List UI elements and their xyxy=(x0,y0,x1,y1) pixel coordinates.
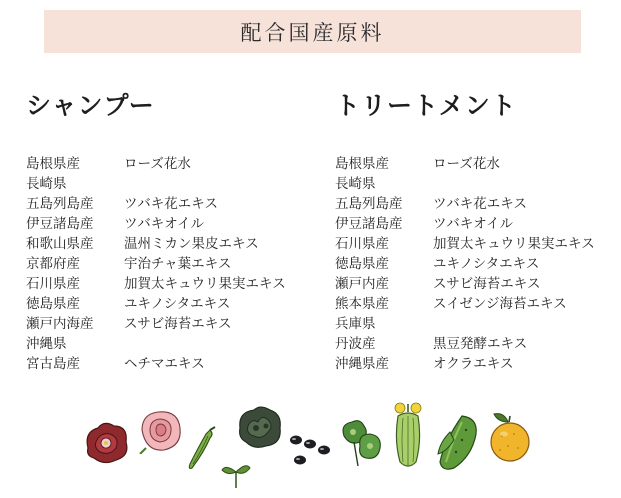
ingredient-row xyxy=(335,254,621,274)
black-beans-icon xyxy=(286,430,332,470)
ingredient-label: ユキノシタエキス xyxy=(124,296,231,312)
title-banner xyxy=(44,10,581,53)
ingredient-row xyxy=(26,194,316,214)
banner-title: 配合国産原料 xyxy=(240,20,385,45)
ingredient-label: スサビ海苔エキス xyxy=(124,316,232,332)
region-label: 瀬戸内海産 xyxy=(26,316,94,332)
region-label: 島根県産 xyxy=(26,156,80,172)
region-label: 伊豆諸島産 xyxy=(335,216,403,232)
seaweed-icon xyxy=(236,404,284,450)
yuzu-citrus-icon xyxy=(484,410,534,464)
ingredient-row xyxy=(335,234,621,254)
loofah-icon xyxy=(386,400,430,470)
region-label: 京都府産 xyxy=(26,256,80,272)
ingredient-row xyxy=(26,354,316,374)
ingredient-label xyxy=(124,174,316,194)
region-label: 五島列島産 xyxy=(335,196,403,212)
ingredient-row xyxy=(26,314,316,334)
ingredient-row xyxy=(26,154,316,174)
region-label: 瀬戸内産 xyxy=(335,276,389,292)
treatment-ingredient-list xyxy=(335,154,621,374)
region-label: 和歌山県産 xyxy=(26,236,94,252)
region-label: 丹波産 xyxy=(335,336,376,352)
shampoo-title: シャンプー xyxy=(26,91,155,120)
sprout-icon xyxy=(220,458,252,490)
ingredient-row xyxy=(335,334,621,354)
ingredient-row xyxy=(26,294,316,314)
ingredient-row xyxy=(26,254,316,274)
ingredient-label: 黒豆発酵エキス xyxy=(433,336,528,352)
ingredient-label xyxy=(433,314,621,334)
ingredient-row xyxy=(335,314,621,334)
region-label: 熊本県産 xyxy=(335,296,389,312)
region-label: 島根県産 xyxy=(335,156,389,172)
ingredient-row xyxy=(26,334,316,354)
ingredient-label: スサビ海苔エキス xyxy=(433,276,541,292)
ingredient-label: ツバキオイル xyxy=(124,216,205,232)
ingredient-label: 宇治チャ葉エキス xyxy=(124,256,232,272)
region-label: 五島列島産 xyxy=(26,196,94,212)
ingredient-row xyxy=(335,354,621,374)
camellia-flower-icon xyxy=(82,418,132,466)
region-label: 兵庫県 xyxy=(335,316,376,332)
region-label: 長崎県 xyxy=(335,176,376,192)
ingredient-label: 温州ミカン果皮エキス xyxy=(124,236,259,252)
ingredient-label xyxy=(124,334,316,354)
region-label: 沖縄県産 xyxy=(335,356,389,372)
botanical-illustrations xyxy=(80,400,550,492)
ingredient-label: ユキノシタエキス xyxy=(433,256,540,272)
shampoo-section xyxy=(26,88,286,372)
ingredient-row xyxy=(26,174,316,194)
ingredient-row xyxy=(335,294,621,314)
region-label: 沖縄県 xyxy=(26,336,67,352)
ingredient-label: ヘチマエキス xyxy=(124,356,205,372)
region-label: 徳島県産 xyxy=(26,296,80,312)
ingredient-label: 加賀太キュウリ果実エキス xyxy=(433,236,595,252)
ingredient-row xyxy=(26,214,316,234)
ingredient-row xyxy=(335,174,621,194)
ingredient-label: ローズ花水 xyxy=(433,156,500,172)
region-label: 宮古島産 xyxy=(26,356,80,372)
ingredient-row xyxy=(26,234,316,254)
ingredient-label: ローズ花水 xyxy=(124,156,191,172)
ingredient-row xyxy=(335,154,621,174)
region-label: 長崎県 xyxy=(26,176,67,192)
region-label: 徳島県産 xyxy=(335,256,389,272)
okra-icon xyxy=(184,426,218,472)
ingredient-label: ツバキオイル xyxy=(433,216,514,232)
region-label: 伊豆諸島産 xyxy=(26,216,94,232)
ingredient-label: 加賀太キュウリ果実エキス xyxy=(124,276,286,292)
kaga-cucumber-icon xyxy=(432,412,482,472)
region-label: 石川県産 xyxy=(335,236,389,252)
treatment-section xyxy=(335,88,595,372)
ingredient-label xyxy=(433,174,621,194)
ingredient-row xyxy=(335,194,621,214)
ingredient-row xyxy=(26,274,316,294)
ingredient-label: ツバキ花エキス xyxy=(433,196,527,212)
ingredient-label: スイゼンジ海苔エキス xyxy=(433,296,567,312)
saxifrage-leaf-icon xyxy=(338,416,384,468)
rose-flower-icon xyxy=(138,408,184,454)
ingredient-label: オクラエキス xyxy=(433,356,514,372)
treatment-title: トリートメント xyxy=(335,91,517,120)
ingredient-row xyxy=(335,214,621,234)
shampoo-ingredient-list xyxy=(26,154,316,374)
ingredient-row xyxy=(335,274,621,294)
ingredient-label: ツバキ花エキス xyxy=(124,196,218,212)
region-label: 石川県産 xyxy=(26,276,80,292)
